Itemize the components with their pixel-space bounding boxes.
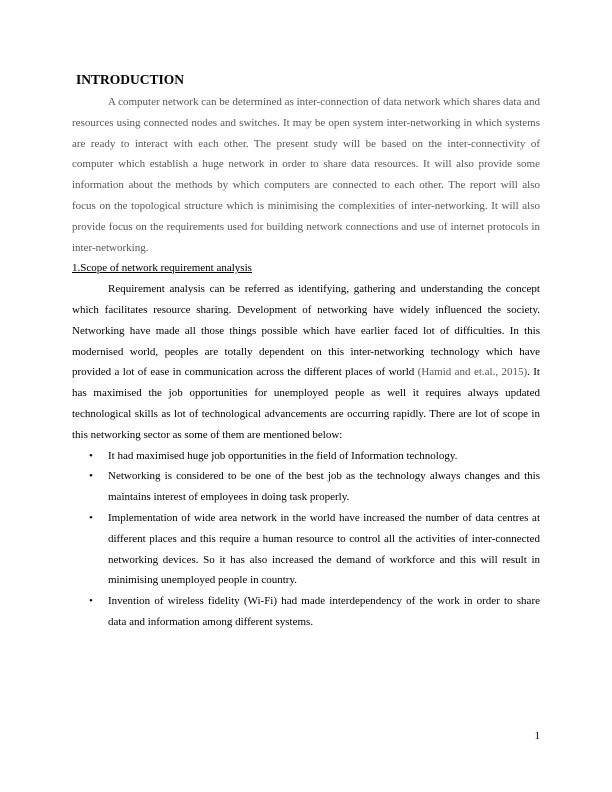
section-1-paragraph-part2: . It has maximised the job opportunities for unemployed people as well it requires always updated technological skills as lot of technological advancements are occurring rapidly. There are lot of scope in this networking sector as some of them are mentioned below: <box>72 366 540 441</box>
list-item <box>72 446 540 467</box>
section-1-paragraph <box>72 279 540 445</box>
citation: (Hamid and et.al., 2015) <box>417 366 528 379</box>
bullet-icon: • <box>89 449 93 462</box>
page-number: 1 <box>534 730 540 742</box>
list-item <box>72 466 540 508</box>
list-item-text: It had maximised huge job opportunities in the field of Information technology. <box>108 449 458 462</box>
list-item <box>72 591 540 633</box>
bullet-list <box>72 446 540 633</box>
bullet-icon: • <box>89 595 93 608</box>
section-1-paragraph-part1: Requirement analysis can be referred as identifying, gathering and understanding the concept which facilitates resource sharing. Development of networking have widely influenced the society. Networking have made all those things possible which have earlier faced lot of difficulties. In this modernised world, peoples are totally dependent on this inter-networking technology which have provided a lot of ease in communication across the different places of world <box>72 283 540 379</box>
section-heading: INTRODUCTION <box>76 72 185 87</box>
document-page <box>72 72 540 633</box>
list-item-text: Invention of wireless fidelity (Wi-Fi) had made interdependency of the work in order to share data and information among different systems. <box>108 595 540 628</box>
bullet-icon: • <box>89 511 93 524</box>
list-item-text: Networking is considered to be one of the best job as the technology always changes and this maintains interest of employees in doing task properly. <box>108 470 540 504</box>
section-1-title: 1.Scope of network requirement analysis <box>72 262 252 275</box>
list-item <box>72 508 540 591</box>
list-item-text: Implementation of wide area network in the world have increased the number of data centres at different places and this require a human resource to control all the activities of inter-connected networking devices. So it has also increased the demand of workforce and this will result in minimising unemployed people in country. <box>108 511 540 587</box>
intro-paragraph: A computer network can be determined as inter-connection of data network which shares data and resources using connected nodes and switches. It may be open system inter-networking in which systems are ready to interact with each other. The present study will be based on the inter-connectivity of computer which establish a huge network in order to share data resources. It will also provide some information about the methods by which computers are connected to each other. The report will also focus on the topological structure which is minimising the complexities of inter-networking. It will also provide focus on the requirements used for building network connections and use of internet protocols in inter-networking. <box>72 96 540 254</box>
bullet-icon: • <box>89 470 93 483</box>
